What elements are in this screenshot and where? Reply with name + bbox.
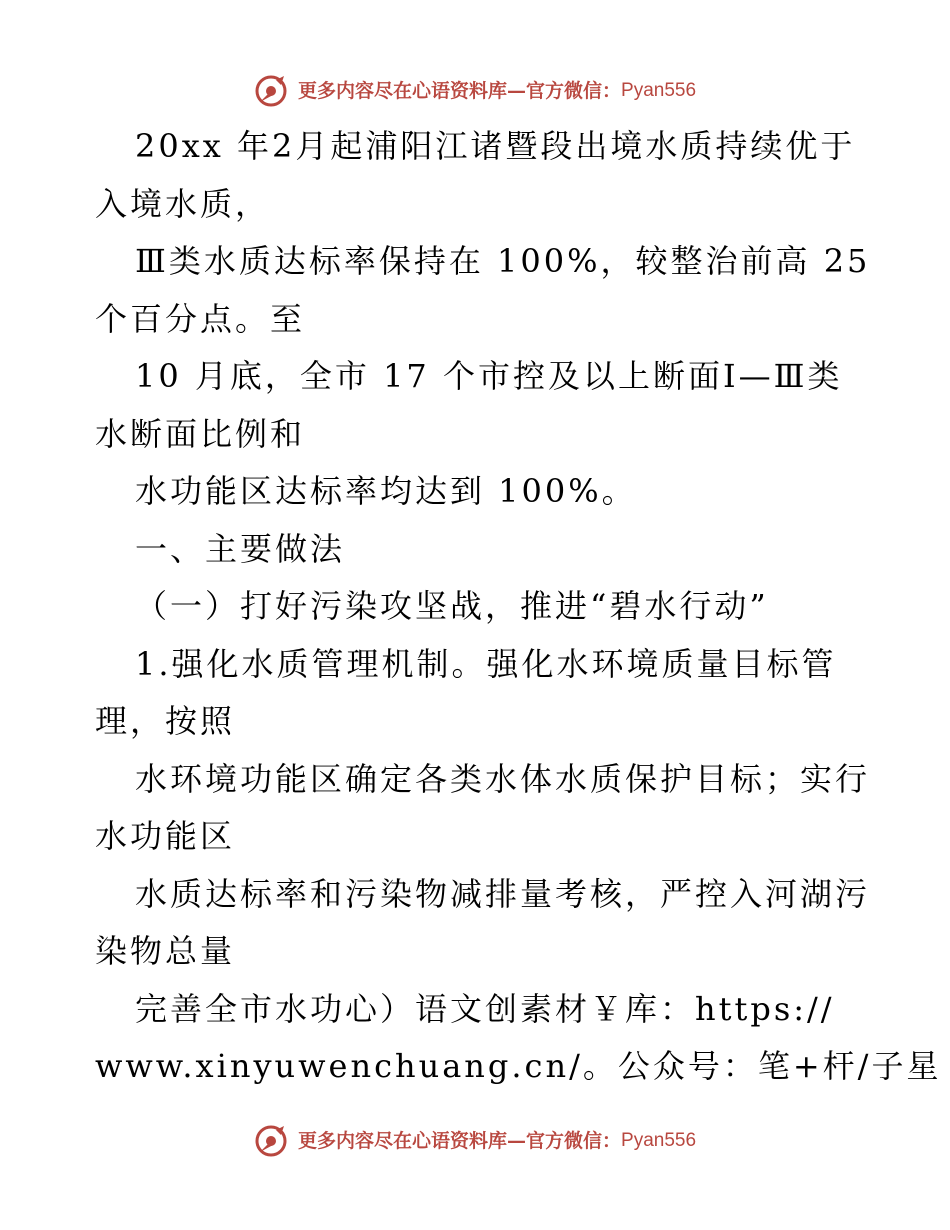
text-line: 10 月底，全市 17 个市控及以上断面Ⅰ—Ⅲ类 xyxy=(135,357,843,395)
pen-logo-icon xyxy=(254,74,288,108)
watermark-text: 更多内容尽在心语资料库—官方微信： xyxy=(298,1130,622,1152)
text-line: Ⅲ类水质达标率保持在 100%，较整治前高 25 xyxy=(135,242,871,280)
text-line: 20xx 年2月起浦阳江诸暨段出境水质持续优于 xyxy=(135,127,856,165)
section-heading: 一、主要做法 xyxy=(135,529,346,568)
text-line: 水断面比例和 xyxy=(95,414,306,453)
header-watermark xyxy=(0,70,950,110)
document-body xyxy=(95,118,942,1096)
text-line: 理，按照 xyxy=(95,702,236,740)
text-line: 入境水质， xyxy=(95,184,271,223)
footer-watermark xyxy=(0,1120,950,1160)
text-line: 1.强化水质管理机制。强化水环境质量目标管 xyxy=(135,644,837,683)
text-line: 水功能区达标率均达到 100%。 xyxy=(135,472,637,510)
text-line: 水环境功能区确定各类水体水质保护目标；实行 xyxy=(135,759,871,798)
watermark-wechat-id: Pyan556 xyxy=(621,80,697,101)
text-line: 染物总量 xyxy=(95,932,236,970)
text-line: 水功能区 xyxy=(95,817,236,855)
text-line: 完善全市水功心）语文创素材￥库：https:// xyxy=(135,989,835,1028)
text-line: 水质达标率和污染物减排量考核，严控入河湖污 xyxy=(135,874,871,913)
pen-logo-icon xyxy=(254,1124,288,1158)
text-line: www.xinyuwenchuang.cn/。公众号：笔+杆/子星 xyxy=(95,1047,942,1085)
watermark-text: 更多内容尽在心语资料库—官方微信： xyxy=(298,80,622,102)
watermark-wechat-id: Pyan556 xyxy=(621,1130,697,1151)
subsection-heading: （一）打好污染攻坚战，推进“碧水行动” xyxy=(135,587,769,625)
text-line: 个百分点。至 xyxy=(95,299,306,338)
